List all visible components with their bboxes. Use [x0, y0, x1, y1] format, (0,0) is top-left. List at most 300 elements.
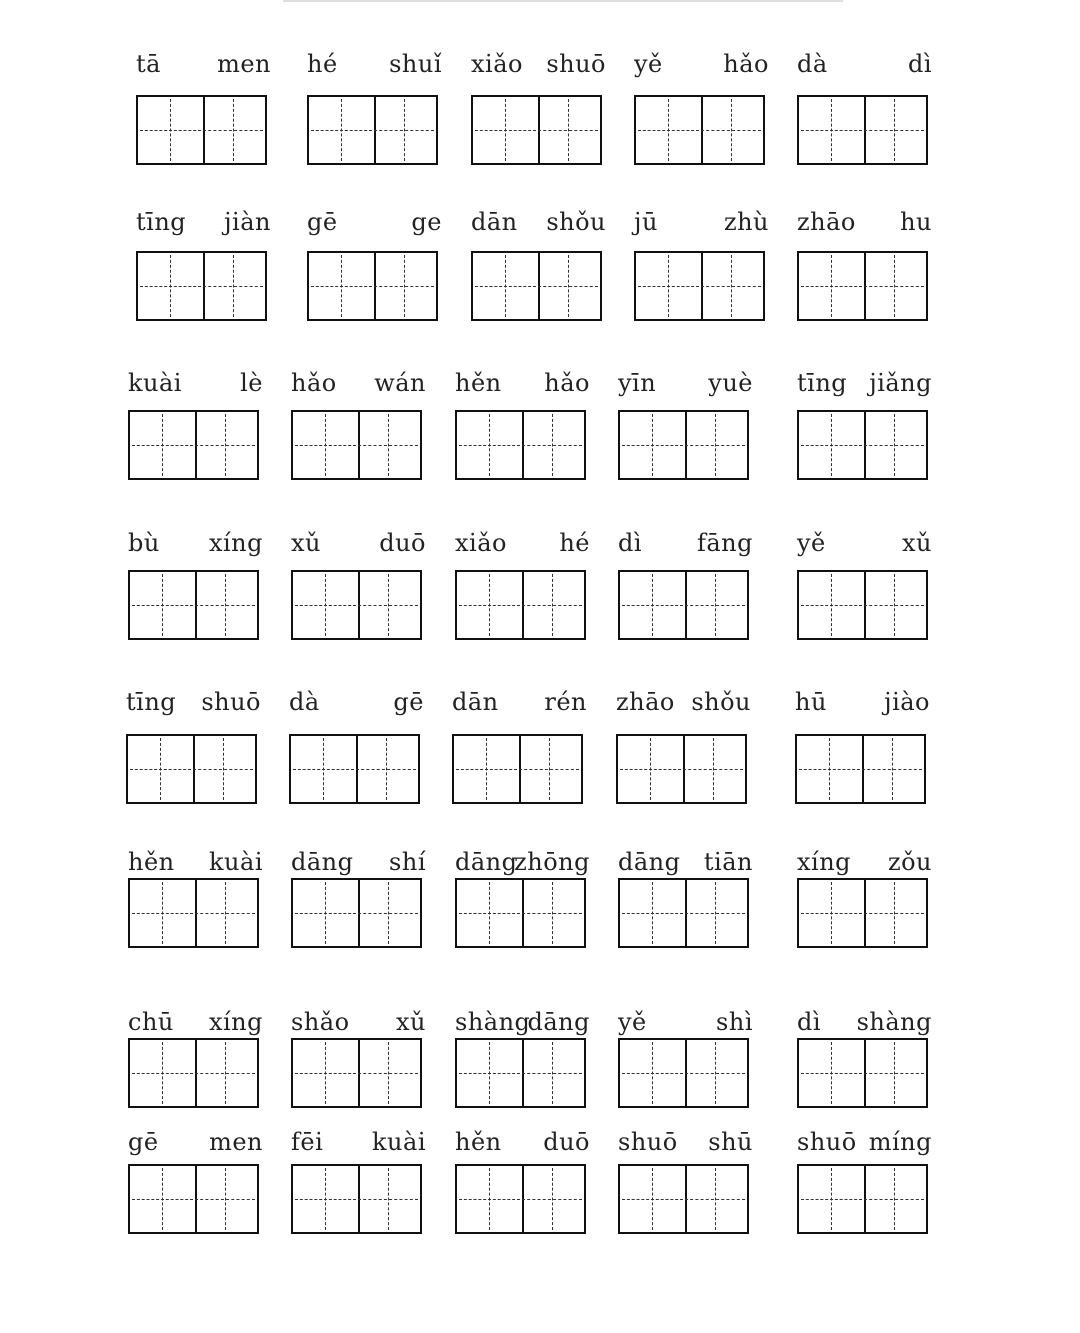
- pinyin-syllable: wán: [374, 369, 426, 397]
- pinyin-syllable: míng: [868, 1128, 932, 1156]
- pinyin-syllable: hǎo: [544, 369, 590, 397]
- character-cell[interactable]: [520, 412, 585, 478]
- character-cell[interactable]: [309, 97, 376, 163]
- character-cell[interactable]: [620, 1166, 687, 1232]
- vocab-item: [618, 1008, 753, 1036]
- pinyin-syllable: duō: [543, 1128, 590, 1156]
- horizontal-guide-line: [801, 130, 862, 131]
- vocab-item: [126, 688, 261, 716]
- pinyin-syllable: jū: [634, 208, 658, 236]
- horizontal-guide-line: [538, 286, 599, 287]
- horizontal-guide-line: [475, 130, 536, 131]
- character-cell[interactable]: [130, 1040, 197, 1106]
- horizontal-guide-line: [456, 769, 517, 770]
- character-cell[interactable]: [356, 572, 421, 638]
- character-cell[interactable]: [457, 412, 524, 478]
- writing-grid: [455, 1038, 586, 1108]
- pinyin-syllable: zhāo: [616, 688, 675, 716]
- pinyin-syllable: xǔ: [902, 529, 932, 557]
- pinyin-syllable: dì: [618, 529, 643, 557]
- horizontal-guide-line: [130, 769, 191, 770]
- horizontal-guide-line: [459, 605, 520, 606]
- pinyin-label: [797, 529, 932, 557]
- pinyin-label: [797, 848, 932, 876]
- character-cell[interactable]: [193, 1040, 258, 1106]
- pinyin-label: [455, 848, 590, 876]
- vocab-item: [136, 208, 271, 236]
- writing-grid: [797, 410, 928, 480]
- pinyin-syllable: dà: [797, 50, 828, 78]
- writing-grid: [634, 251, 765, 321]
- horizontal-guide-line: [203, 286, 264, 287]
- character-cell[interactable]: [354, 736, 419, 802]
- writing-grid: [128, 410, 259, 480]
- vocab-item: [797, 208, 932, 236]
- character-cell[interactable]: [293, 572, 360, 638]
- character-cell[interactable]: [293, 1166, 360, 1232]
- vocab-item: [291, 1008, 426, 1036]
- pinyin-syllable: zhōng: [514, 848, 590, 876]
- vocab-item: [291, 848, 426, 876]
- pinyin-label: [291, 369, 426, 397]
- horizontal-guide-line: [701, 286, 762, 287]
- pinyin-label: [291, 848, 426, 876]
- writing-grid: [797, 251, 928, 321]
- writing-grid: [797, 878, 928, 948]
- pinyin-label: [634, 208, 769, 236]
- vocab-item: [797, 369, 932, 397]
- character-cell[interactable]: [520, 1166, 585, 1232]
- character-cell[interactable]: [138, 253, 205, 319]
- writing-grid: [797, 1164, 928, 1234]
- pinyin-syllable: tīng: [797, 369, 848, 397]
- horizontal-guide-line: [374, 286, 435, 287]
- character-cell[interactable]: [536, 97, 601, 163]
- character-cell[interactable]: [130, 412, 197, 478]
- horizontal-guide-line: [864, 286, 925, 287]
- pinyin-syllable: tā: [136, 50, 161, 78]
- character-cell[interactable]: [520, 1040, 585, 1106]
- horizontal-guide-line: [295, 1199, 356, 1200]
- pinyin-syllable: hěn: [455, 369, 502, 397]
- writing-grid: [128, 570, 259, 640]
- vocab-item: [634, 50, 769, 78]
- character-cell[interactable]: [372, 253, 437, 319]
- vocab-item: [455, 848, 590, 876]
- character-cell[interactable]: [620, 880, 687, 946]
- vocab-item: [307, 50, 442, 78]
- vocab-item: [618, 369, 753, 397]
- writing-grid: [128, 1038, 259, 1108]
- character-cell[interactable]: [699, 97, 764, 163]
- character-cell[interactable]: [799, 1166, 866, 1232]
- horizontal-guide-line: [356, 769, 417, 770]
- character-cell[interactable]: [291, 736, 358, 802]
- character-cell[interactable]: [130, 880, 197, 946]
- writing-grid: [618, 410, 749, 480]
- horizontal-guide-line: [522, 913, 583, 914]
- character-cell[interactable]: [799, 572, 866, 638]
- pinyin-label: [291, 1008, 426, 1036]
- pinyin-syllable: fēi: [291, 1128, 324, 1156]
- writing-grid: [616, 734, 747, 804]
- horizontal-guide-line: [295, 605, 356, 606]
- pinyin-syllable: xiǎo: [455, 529, 507, 557]
- horizontal-guide-line: [801, 605, 862, 606]
- character-cell[interactable]: [356, 412, 421, 478]
- horizontal-guide-line: [522, 445, 583, 446]
- horizontal-guide-line: [538, 130, 599, 131]
- character-cell[interactable]: [201, 253, 266, 319]
- pinyin-syllable: kuài: [372, 1128, 426, 1156]
- pinyin-label: [128, 848, 263, 876]
- horizontal-guide-line: [195, 445, 256, 446]
- character-cell[interactable]: [683, 412, 748, 478]
- pinyin-syllable: hěn: [128, 848, 175, 876]
- character-cell[interactable]: [293, 1040, 360, 1106]
- character-cell[interactable]: [193, 412, 258, 478]
- writing-grid: [291, 878, 422, 948]
- character-cell[interactable]: [457, 1040, 524, 1106]
- pinyin-syllable: yīn: [618, 369, 657, 397]
- pinyin-syllable: jiào: [884, 688, 930, 716]
- character-cell[interactable]: [520, 880, 585, 946]
- horizontal-guide-line: [293, 769, 354, 770]
- vocab-item: [128, 1128, 263, 1156]
- pinyin-label: [455, 1008, 590, 1036]
- writing-grid: [455, 878, 586, 948]
- vocab-item: [128, 529, 263, 557]
- horizontal-guide-line: [459, 445, 520, 446]
- character-cell[interactable]: [473, 253, 540, 319]
- pinyin-label: [128, 1128, 263, 1156]
- writing-grid: [618, 1164, 749, 1234]
- pinyin-syllable: gē: [393, 688, 424, 716]
- character-cell[interactable]: [681, 736, 746, 802]
- writing-grid: [291, 570, 422, 640]
- character-cell[interactable]: [454, 736, 521, 802]
- horizontal-guide-line: [801, 1073, 862, 1074]
- pinyin-label: [797, 1128, 932, 1156]
- vocab-item: [797, 848, 932, 876]
- pinyin-syllable: dān: [452, 688, 499, 716]
- character-cell[interactable]: [457, 1166, 524, 1232]
- pinyin-syllable: hé: [559, 529, 590, 557]
- vocab-item: [291, 529, 426, 557]
- pinyin-label: [128, 529, 263, 557]
- pinyin-label: [616, 688, 751, 716]
- pinyin-label: [128, 1008, 263, 1036]
- writing-grid: [618, 570, 749, 640]
- pinyin-syllable: dāng: [291, 848, 354, 876]
- pinyin-syllable: jiǎng: [869, 369, 932, 397]
- writing-grid: [795, 734, 926, 804]
- vocab-item: [471, 50, 606, 78]
- horizontal-guide-line: [622, 1199, 683, 1200]
- character-cell[interactable]: [457, 880, 524, 946]
- horizontal-guide-line: [685, 1073, 746, 1074]
- character-cell[interactable]: [356, 880, 421, 946]
- horizontal-guide-line: [475, 286, 536, 287]
- pinyin-label: [291, 529, 426, 557]
- pinyin-syllable: xǔ: [291, 529, 321, 557]
- writing-grid: [634, 95, 765, 165]
- horizontal-guide-line: [622, 445, 683, 446]
- horizontal-guide-line: [295, 1073, 356, 1074]
- character-cell[interactable]: [193, 1166, 258, 1232]
- vocab-item: [618, 848, 753, 876]
- pinyin-syllable: tiān: [703, 848, 753, 876]
- pinyin-syllable: dì: [797, 1008, 822, 1036]
- vocab-item: [795, 688, 930, 716]
- pinyin-syllable: yě: [797, 529, 826, 557]
- vocab-item: [797, 50, 932, 78]
- pinyin-syllable: hǎo: [723, 50, 769, 78]
- character-cell[interactable]: [517, 736, 582, 802]
- character-cell[interactable]: [683, 1166, 748, 1232]
- writing-grid: [618, 878, 749, 948]
- pinyin-syllable: shàng: [856, 1008, 932, 1036]
- horizontal-guide-line: [459, 913, 520, 914]
- pinyin-label: [128, 369, 263, 397]
- vocab-item: [128, 848, 263, 876]
- pinyin-label: [618, 848, 753, 876]
- pinyin-syllable: hū: [795, 688, 827, 716]
- horizontal-guide-line: [358, 913, 419, 914]
- pinyin-syllable: kuài: [209, 848, 263, 876]
- character-cell[interactable]: [293, 412, 360, 478]
- character-cell[interactable]: [862, 412, 927, 478]
- pinyin-syllable: xíng: [208, 1008, 263, 1036]
- pinyin-syllable: kuài: [128, 369, 182, 397]
- vocab-item: [455, 529, 590, 557]
- pinyin-syllable: gē: [307, 208, 338, 236]
- horizontal-guide-line: [374, 130, 435, 131]
- horizontal-guide-line: [864, 605, 925, 606]
- vocab-item: [797, 1008, 932, 1036]
- writing-grid: [126, 734, 257, 804]
- horizontal-guide-line: [295, 445, 356, 446]
- character-cell[interactable]: [293, 880, 360, 946]
- horizontal-guide-line: [295, 913, 356, 914]
- pinyin-syllable: xíng: [208, 529, 263, 557]
- horizontal-guide-line: [864, 445, 925, 446]
- character-cell[interactable]: [356, 1166, 421, 1232]
- character-cell[interactable]: [138, 97, 205, 163]
- writing-grid: [307, 251, 438, 321]
- horizontal-guide-line: [864, 130, 925, 131]
- character-cell[interactable]: [862, 253, 927, 319]
- character-cell[interactable]: [799, 412, 866, 478]
- horizontal-guide-line: [799, 769, 860, 770]
- pinyin-syllable: hé: [307, 50, 338, 78]
- pinyin-syllable: ge: [411, 208, 442, 236]
- character-cell[interactable]: [699, 253, 764, 319]
- character-cell[interactable]: [193, 572, 258, 638]
- horizontal-guide-line: [864, 913, 925, 914]
- pinyin-label: [136, 208, 271, 236]
- pinyin-label: [455, 369, 590, 397]
- pinyin-syllable: shǎo: [291, 1008, 350, 1036]
- pinyin-label: [136, 50, 271, 78]
- pinyin-label: [618, 1008, 753, 1036]
- pinyin-syllable: shàng: [455, 1008, 531, 1036]
- character-cell[interactable]: [193, 880, 258, 946]
- pinyin-syllable: yuè: [708, 369, 753, 397]
- character-cell[interactable]: [860, 736, 925, 802]
- vocab-item: [616, 688, 751, 716]
- pinyin-syllable: rén: [544, 688, 587, 716]
- horizontal-guide-line: [683, 769, 744, 770]
- pinyin-syllable: shuō: [201, 688, 261, 716]
- writing-grid: [455, 1164, 586, 1234]
- pinyin-label: [797, 369, 932, 397]
- character-cell[interactable]: [799, 97, 866, 163]
- horizontal-guide-line: [132, 1199, 193, 1200]
- horizontal-guide-line: [701, 130, 762, 131]
- pinyin-syllable: tīng: [136, 208, 187, 236]
- pinyin-syllable: xíng: [797, 848, 852, 876]
- horizontal-guide-line: [685, 605, 746, 606]
- pinyin-syllable: men: [217, 50, 271, 78]
- pinyin-syllable: dà: [289, 688, 320, 716]
- writing-grid: [136, 95, 267, 165]
- character-cell[interactable]: [799, 880, 866, 946]
- writing-grid: [291, 1164, 422, 1234]
- vocab-item: [455, 1008, 590, 1036]
- character-cell[interactable]: [862, 572, 927, 638]
- writing-grid: [289, 734, 420, 804]
- character-cell[interactable]: [636, 97, 703, 163]
- writing-grid: [136, 251, 267, 321]
- pinyin-syllable: shuō: [618, 1128, 678, 1156]
- character-cell[interactable]: [620, 412, 687, 478]
- character-cell[interactable]: [683, 572, 748, 638]
- horizontal-guide-line: [801, 286, 862, 287]
- character-cell[interactable]: [473, 97, 540, 163]
- character-cell[interactable]: [862, 1040, 927, 1106]
- pinyin-label: [797, 208, 932, 236]
- character-cell[interactable]: [520, 572, 585, 638]
- character-cell[interactable]: [372, 97, 437, 163]
- vocab-item: [797, 529, 932, 557]
- character-cell[interactable]: [683, 1040, 748, 1106]
- character-cell[interactable]: [636, 253, 703, 319]
- horizontal-guide-line: [358, 605, 419, 606]
- pinyin-label: [455, 1128, 590, 1156]
- pinyin-syllable: dān: [471, 208, 518, 236]
- character-cell[interactable]: [356, 1040, 421, 1106]
- character-cell[interactable]: [799, 253, 866, 319]
- character-cell[interactable]: [862, 880, 927, 946]
- vocab-item: [291, 369, 426, 397]
- character-cell[interactable]: [799, 1040, 866, 1106]
- horizontal-guide-line: [195, 1199, 256, 1200]
- horizontal-guide-line: [459, 1199, 520, 1200]
- pinyin-label: [289, 688, 424, 716]
- horizontal-guide-line: [132, 1073, 193, 1074]
- horizontal-guide-line: [522, 1073, 583, 1074]
- writing-grid: [797, 1038, 928, 1108]
- pinyin-syllable: shí: [389, 848, 426, 876]
- pinyin-label: [307, 50, 442, 78]
- character-cell[interactable]: [128, 736, 195, 802]
- pinyin-label: [618, 529, 753, 557]
- character-cell[interactable]: [130, 572, 197, 638]
- pinyin-syllable: chū: [128, 1008, 174, 1036]
- horizontal-guide-line: [638, 130, 699, 131]
- pinyin-syllable: hěn: [455, 1128, 502, 1156]
- vocab-item: [618, 529, 753, 557]
- horizontal-guide-line: [522, 1199, 583, 1200]
- character-cell[interactable]: [683, 880, 748, 946]
- pinyin-label: [618, 369, 753, 397]
- writing-grid: [291, 1038, 422, 1108]
- writing-grid: [455, 410, 586, 480]
- character-cell[interactable]: [862, 97, 927, 163]
- pinyin-syllable: zhāo: [797, 208, 856, 236]
- horizontal-guide-line: [685, 445, 746, 446]
- horizontal-guide-line: [459, 1073, 520, 1074]
- pinyin-label: [471, 50, 606, 78]
- character-cell[interactable]: [536, 253, 601, 319]
- pinyin-syllable: shuō: [797, 1128, 857, 1156]
- horizontal-guide-line: [358, 1073, 419, 1074]
- character-cell[interactable]: [457, 572, 524, 638]
- pinyin-label: [126, 688, 261, 716]
- horizontal-guide-line: [311, 130, 372, 131]
- vocab-item: [455, 1128, 590, 1156]
- character-cell[interactable]: [309, 253, 376, 319]
- writing-grid: [128, 1164, 259, 1234]
- character-cell[interactable]: [620, 1040, 687, 1106]
- pinyin-label: [634, 50, 769, 78]
- character-cell[interactable]: [618, 736, 685, 802]
- pinyin-syllable: lè: [240, 369, 263, 397]
- writing-grid: [471, 95, 602, 165]
- horizontal-guide-line: [801, 445, 862, 446]
- writing-grid: [618, 1038, 749, 1108]
- vocab-item: [618, 1128, 753, 1156]
- character-cell[interactable]: [620, 572, 687, 638]
- writing-grid: [452, 734, 583, 804]
- horizontal-guide-line: [864, 1073, 925, 1074]
- character-cell[interactable]: [191, 736, 256, 802]
- pinyin-syllable: shǒu: [691, 688, 751, 716]
- horizontal-guide-line: [862, 769, 923, 770]
- pinyin-label: [795, 688, 930, 716]
- writing-grid: [291, 410, 422, 480]
- character-cell[interactable]: [797, 736, 864, 802]
- character-cell[interactable]: [130, 1166, 197, 1232]
- horizontal-guide-line: [622, 913, 683, 914]
- pinyin-syllable: gē: [128, 1128, 159, 1156]
- character-cell[interactable]: [862, 1166, 927, 1232]
- horizontal-guide-line: [685, 913, 746, 914]
- writing-grid: [797, 570, 928, 640]
- horizontal-guide-line: [195, 913, 256, 914]
- horizontal-guide-line: [132, 913, 193, 914]
- pinyin-syllable: men: [209, 1128, 263, 1156]
- horizontal-guide-line: [358, 1199, 419, 1200]
- horizontal-guide-line: [638, 286, 699, 287]
- writing-grid: [455, 570, 586, 640]
- pinyin-label: [307, 208, 442, 236]
- pinyin-label: [797, 50, 932, 78]
- horizontal-guide-line: [801, 913, 862, 914]
- character-cell[interactable]: [201, 97, 266, 163]
- horizontal-guide-line: [140, 286, 201, 287]
